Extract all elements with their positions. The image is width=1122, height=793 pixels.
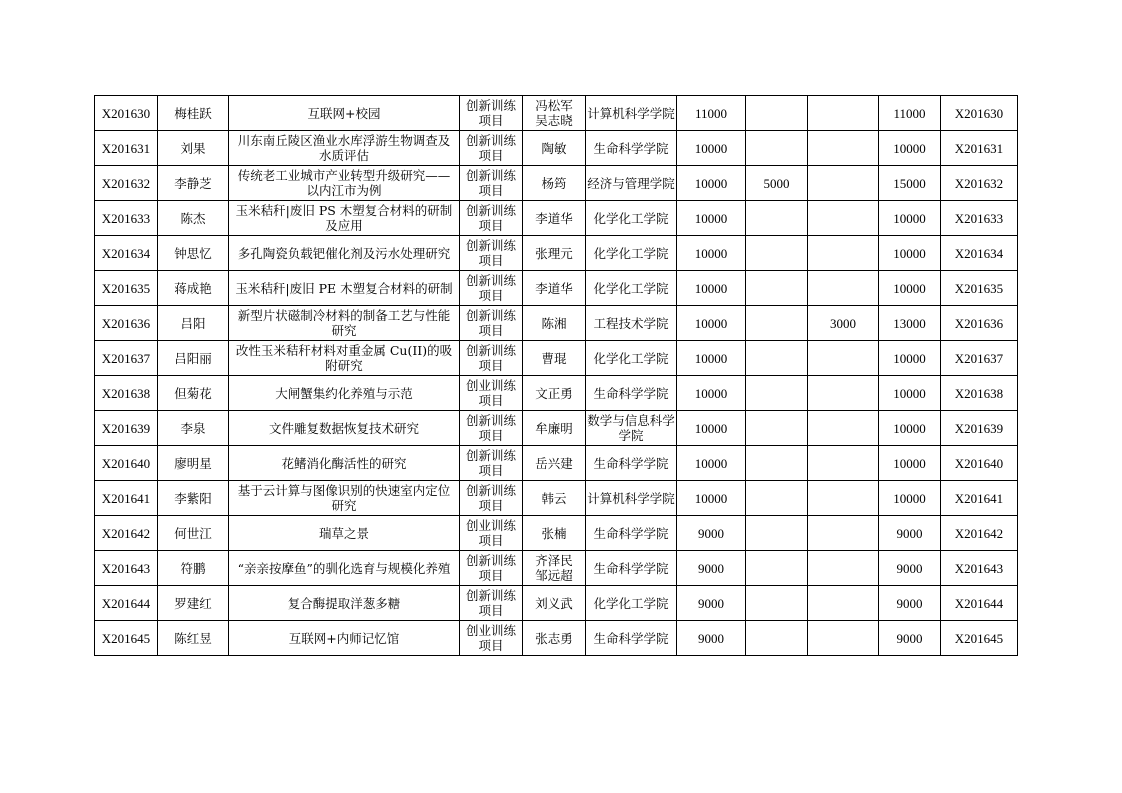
- funding-total-cell: 10000: [879, 376, 941, 411]
- leader-name-cell: 刘果: [158, 131, 229, 166]
- funding-amount-2-cell: [746, 481, 808, 516]
- funding-amount-1-cell: 10000: [677, 236, 746, 271]
- funding-total-cell: 10000: [879, 201, 941, 236]
- table-row: [95, 376, 1018, 411]
- project-title-cell: 传统老工业城市产业转型升级研究——以内江市为例: [229, 166, 460, 201]
- project-code-cell: X201644: [941, 586, 1018, 621]
- advisor-cell: 曹琨: [523, 341, 586, 376]
- project-code-cell: X201639: [941, 411, 1018, 446]
- project-type-cell: 创新训练项目: [460, 166, 523, 201]
- project-id-cell: X201640: [95, 446, 158, 481]
- college-cell: 生命科学学院: [586, 621, 677, 656]
- funding-amount-3-cell: [808, 236, 879, 271]
- funding-amount-1-cell: 9000: [677, 586, 746, 621]
- project-title-cell: 互联网+内师记忆馆: [229, 621, 460, 656]
- project-id-cell: X201636: [95, 306, 158, 341]
- project-funding-table-container: [94, 95, 1018, 656]
- leader-name-cell: 陈红昱: [158, 621, 229, 656]
- college-cell: 生命科学学院: [586, 376, 677, 411]
- project-title-cell: 瑞草之景: [229, 516, 460, 551]
- leader-name-cell: 但菊花: [158, 376, 229, 411]
- funding-amount-2-cell: [746, 341, 808, 376]
- project-type-cell: 创业训练项目: [460, 621, 523, 656]
- funding-total-cell: 15000: [879, 166, 941, 201]
- table-row: [95, 166, 1018, 201]
- advisor-cell: 韩云: [523, 481, 586, 516]
- funding-total-cell: 9000: [879, 551, 941, 586]
- project-type-cell: 创新训练项目: [460, 96, 523, 131]
- funding-total-cell: 10000: [879, 131, 941, 166]
- project-id-cell: X201632: [95, 166, 158, 201]
- funding-amount-1-cell: 10000: [677, 166, 746, 201]
- project-id-cell: X201639: [95, 411, 158, 446]
- funding-amount-2-cell: [746, 131, 808, 166]
- project-code-cell: X201645: [941, 621, 1018, 656]
- project-code-cell: X201643: [941, 551, 1018, 586]
- college-cell: 生命科学学院: [586, 551, 677, 586]
- table-row: [95, 341, 1018, 376]
- leader-name-cell: 陈杰: [158, 201, 229, 236]
- funding-amount-2-cell: [746, 201, 808, 236]
- project-code-cell: X201632: [941, 166, 1018, 201]
- project-type-cell: 创新训练项目: [460, 271, 523, 306]
- leader-name-cell: 吕阳丽: [158, 341, 229, 376]
- table-row: [95, 96, 1018, 131]
- funding-amount-1-cell: 10000: [677, 481, 746, 516]
- leader-name-cell: 廖明星: [158, 446, 229, 481]
- table-row: [95, 201, 1018, 236]
- table-row: [95, 586, 1018, 621]
- project-id-cell: X201634: [95, 236, 158, 271]
- advisor-cell: 牟廉明: [523, 411, 586, 446]
- college-cell: 生命科学学院: [586, 131, 677, 166]
- funding-amount-3-cell: [808, 376, 879, 411]
- project-title-cell: 大闸蟹集约化养殖与示范: [229, 376, 460, 411]
- project-type-cell: 创新训练项目: [460, 236, 523, 271]
- project-type-cell: 创新训练项目: [460, 586, 523, 621]
- table-row: [95, 236, 1018, 271]
- leader-name-cell: 梅桂跃: [158, 96, 229, 131]
- leader-name-cell: 李静芝: [158, 166, 229, 201]
- table-row: [95, 446, 1018, 481]
- funding-amount-1-cell: 10000: [677, 446, 746, 481]
- project-title-cell: 玉米秸秆|废旧 PE 木塑复合材料的研制: [229, 271, 460, 306]
- funding-amount-2-cell: [746, 376, 808, 411]
- funding-amount-3-cell: [808, 271, 879, 306]
- funding-amount-1-cell: 10000: [677, 411, 746, 446]
- funding-total-cell: 10000: [879, 341, 941, 376]
- funding-total-cell: 9000: [879, 621, 941, 656]
- project-id-cell: X201638: [95, 376, 158, 411]
- funding-amount-3-cell: [808, 621, 879, 656]
- funding-amount-3-cell: 3000: [808, 306, 879, 341]
- table-row: [95, 551, 1018, 586]
- leader-name-cell: 罗建红: [158, 586, 229, 621]
- college-cell: 生命科学学院: [586, 446, 677, 481]
- funding-amount-3-cell: [808, 551, 879, 586]
- project-title-cell: 基于云计算与图像识别的快速室内定位研究: [229, 481, 460, 516]
- project-title-cell: 新型片状磁制冷材料的制备工艺与性能研究: [229, 306, 460, 341]
- table-row: [95, 306, 1018, 341]
- project-title-cell: 复合酶提取洋葱多糖: [229, 586, 460, 621]
- project-code-cell: X201633: [941, 201, 1018, 236]
- table-row: [95, 516, 1018, 551]
- funding-amount-3-cell: [808, 201, 879, 236]
- college-cell: 化学化工学院: [586, 586, 677, 621]
- funding-total-cell: 11000: [879, 96, 941, 131]
- project-code-cell: X201631: [941, 131, 1018, 166]
- advisor-cell: 张理元: [523, 236, 586, 271]
- funding-amount-3-cell: [808, 481, 879, 516]
- funding-amount-1-cell: 10000: [677, 201, 746, 236]
- funding-amount-1-cell: 10000: [677, 131, 746, 166]
- project-title-cell: 互联网+校园: [229, 96, 460, 131]
- funding-amount-3-cell: [808, 586, 879, 621]
- project-title-cell: “亲亲按摩鱼”的驯化选育与规模化养殖: [229, 551, 460, 586]
- leader-name-cell: 蒋成艳: [158, 271, 229, 306]
- funding-amount-2-cell: [746, 96, 808, 131]
- funding-amount-2-cell: [746, 551, 808, 586]
- funding-amount-3-cell: [808, 131, 879, 166]
- college-cell: 计算机科学学院: [586, 481, 677, 516]
- funding-amount-1-cell: 11000: [677, 96, 746, 131]
- funding-amount-2-cell: [746, 271, 808, 306]
- project-code-cell: X201640: [941, 446, 1018, 481]
- college-cell: 工程技术学院: [586, 306, 677, 341]
- funding-total-cell: 10000: [879, 446, 941, 481]
- advisor-cell: 张楠: [523, 516, 586, 551]
- funding-total-cell: 10000: [879, 236, 941, 271]
- college-cell: 化学化工学院: [586, 236, 677, 271]
- table-row: [95, 271, 1018, 306]
- table-row: [95, 131, 1018, 166]
- leader-name-cell: 吕阳: [158, 306, 229, 341]
- project-code-cell: X201636: [941, 306, 1018, 341]
- project-funding-table: [94, 95, 1018, 656]
- funding-total-cell: 9000: [879, 586, 941, 621]
- advisor-cell: 张志勇: [523, 621, 586, 656]
- funding-amount-1-cell: 9000: [677, 551, 746, 586]
- funding-total-cell: 10000: [879, 481, 941, 516]
- funding-amount-2-cell: [746, 621, 808, 656]
- funding-total-cell: 13000: [879, 306, 941, 341]
- funding-amount-1-cell: 10000: [677, 306, 746, 341]
- table-body: [95, 96, 1018, 656]
- funding-amount-2-cell: [746, 236, 808, 271]
- table-row: [95, 411, 1018, 446]
- project-id-cell: X201635: [95, 271, 158, 306]
- project-id-cell: X201630: [95, 96, 158, 131]
- leader-name-cell: 何世江: [158, 516, 229, 551]
- project-title-cell: 川东南丘陵区渔业水库浮游生物调查及水质评估: [229, 131, 460, 166]
- funding-amount-2-cell: [746, 516, 808, 551]
- project-type-cell: 创新训练项目: [460, 551, 523, 586]
- college-cell: 计算机科学学院: [586, 96, 677, 131]
- funding-amount-3-cell: [808, 96, 879, 131]
- project-id-cell: X201644: [95, 586, 158, 621]
- advisor-cell: 李道华: [523, 271, 586, 306]
- funding-amount-3-cell: [808, 341, 879, 376]
- project-code-cell: X201634: [941, 236, 1018, 271]
- funding-total-cell: 9000: [879, 516, 941, 551]
- project-type-cell: 创新训练项目: [460, 131, 523, 166]
- project-type-cell: 创新训练项目: [460, 411, 523, 446]
- funding-amount-2-cell: [746, 586, 808, 621]
- advisor-cell: 陶敏: [523, 131, 586, 166]
- leader-name-cell: 符鹏: [158, 551, 229, 586]
- project-id-cell: X201641: [95, 481, 158, 516]
- college-cell: 数学与信息科学学院: [586, 411, 677, 446]
- project-type-cell: 创新训练项目: [460, 341, 523, 376]
- funding-amount-2-cell: [746, 411, 808, 446]
- advisor-cell: 杨筠: [523, 166, 586, 201]
- college-cell: 化学化工学院: [586, 271, 677, 306]
- project-code-cell: X201630: [941, 96, 1018, 131]
- table-row: [95, 621, 1018, 656]
- funding-amount-2-cell: [746, 446, 808, 481]
- advisor-cell: 文正勇: [523, 376, 586, 411]
- project-type-cell: 创新训练项目: [460, 201, 523, 236]
- project-title-cell: 改性玉米秸秆材料对重金属 Cu(II)的吸附研究: [229, 341, 460, 376]
- funding-amount-3-cell: [808, 166, 879, 201]
- college-cell: 经济与管理学院: [586, 166, 677, 201]
- project-id-cell: X201631: [95, 131, 158, 166]
- project-id-cell: X201633: [95, 201, 158, 236]
- project-id-cell: X201645: [95, 621, 158, 656]
- college-cell: 化学化工学院: [586, 201, 677, 236]
- leader-name-cell: 钟思忆: [158, 236, 229, 271]
- project-code-cell: X201641: [941, 481, 1018, 516]
- funding-amount-1-cell: 10000: [677, 271, 746, 306]
- project-code-cell: X201635: [941, 271, 1018, 306]
- project-title-cell: 玉米秸秆|废旧 PS 木塑复合材料的研制及应用: [229, 201, 460, 236]
- project-type-cell: 创新训练项目: [460, 446, 523, 481]
- table-row: [95, 481, 1018, 516]
- funding-amount-1-cell: 9000: [677, 516, 746, 551]
- advisor-cell: 岳兴建: [523, 446, 586, 481]
- project-type-cell: 创新训练项目: [460, 306, 523, 341]
- funding-amount-1-cell: 10000: [677, 341, 746, 376]
- funding-amount-3-cell: [808, 446, 879, 481]
- advisor-cell: 冯松军 吴志晓: [523, 96, 586, 131]
- project-code-cell: X201642: [941, 516, 1018, 551]
- advisor-cell: 陈湘: [523, 306, 586, 341]
- project-id-cell: X201643: [95, 551, 158, 586]
- project-type-cell: 创业训练项目: [460, 516, 523, 551]
- project-title-cell: 花鳍消化酶活性的研究: [229, 446, 460, 481]
- funding-amount-1-cell: 9000: [677, 621, 746, 656]
- funding-amount-3-cell: [808, 516, 879, 551]
- project-code-cell: X201637: [941, 341, 1018, 376]
- funding-amount-2-cell: 5000: [746, 166, 808, 201]
- college-cell: 化学化工学院: [586, 341, 677, 376]
- funding-amount-3-cell: [808, 411, 879, 446]
- funding-total-cell: 10000: [879, 411, 941, 446]
- college-cell: 生命科学学院: [586, 516, 677, 551]
- project-title-cell: 多孔陶瓷负载钯催化剂及污水处理研究: [229, 236, 460, 271]
- leader-name-cell: 李泉: [158, 411, 229, 446]
- project-title-cell: 文件雕复数据恢复技术研究: [229, 411, 460, 446]
- project-id-cell: X201642: [95, 516, 158, 551]
- project-type-cell: 创新训练项目: [460, 481, 523, 516]
- advisor-cell: 李道华: [523, 201, 586, 236]
- project-type-cell: 创业训练项目: [460, 376, 523, 411]
- leader-name-cell: 李紫阳: [158, 481, 229, 516]
- advisor-cell: 刘义武: [523, 586, 586, 621]
- project-code-cell: X201638: [941, 376, 1018, 411]
- funding-amount-1-cell: 10000: [677, 376, 746, 411]
- funding-amount-2-cell: [746, 306, 808, 341]
- project-id-cell: X201637: [95, 341, 158, 376]
- advisor-cell: 齐泽民 邹远超: [523, 551, 586, 586]
- funding-total-cell: 10000: [879, 271, 941, 306]
